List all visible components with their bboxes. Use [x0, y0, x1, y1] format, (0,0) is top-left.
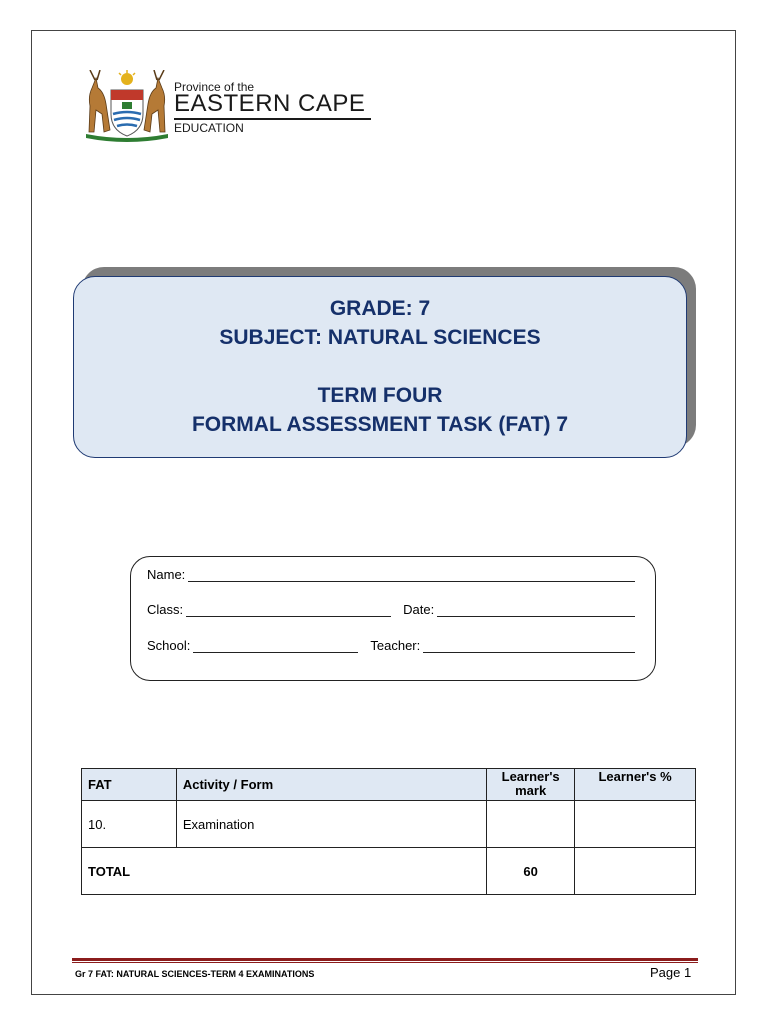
learner-info-box [130, 556, 656, 681]
cell-mark[interactable] [487, 801, 575, 848]
table-header-row [82, 769, 696, 801]
marks-table [81, 768, 696, 895]
name-field[interactable] [188, 569, 635, 582]
cell-activity: Examination [176, 801, 486, 848]
logo-province-text: Province of the [174, 80, 255, 94]
task-heading: FORMAL ASSESSMENT TASK (FAT) 7 [191, 413, 569, 436]
class-date-row [147, 602, 635, 617]
header-learner-percent: Learner's % [575, 769, 696, 801]
school-teacher-row [147, 638, 635, 653]
title-box [73, 276, 687, 458]
total-percent[interactable] [575, 848, 696, 895]
table-row [82, 801, 696, 848]
class-field[interactable] [186, 604, 391, 617]
footer-divider-thin [72, 962, 698, 963]
cell-percent[interactable] [575, 801, 696, 848]
date-label: Date: [403, 602, 435, 617]
name-row [147, 567, 635, 582]
footer-divider [72, 958, 698, 961]
teacher-label: Teacher: [370, 638, 421, 653]
date-field[interactable] [437, 604, 635, 617]
total-label: TOTAL [82, 848, 487, 895]
header-learner-mark: Learner's mark [487, 769, 575, 801]
footer-page-number: Page 1 [650, 965, 692, 980]
class-label: Class: [147, 602, 184, 617]
table-total-row [82, 848, 696, 895]
cell-fat: 10. [82, 801, 177, 848]
department-logo [78, 70, 378, 142]
total-mark: 60 [487, 848, 575, 895]
logo-department-text: EDUCATION [174, 121, 244, 135]
header-fat: FAT [82, 769, 177, 801]
logo-province-name: EASTERN CAPE [174, 90, 366, 117]
school-field[interactable] [193, 640, 358, 653]
subject-heading: SUBJECT: NATURAL SCIENCES [219, 326, 541, 349]
header-activity: Activity / Form [176, 769, 486, 801]
grade-heading: GRADE: 7 [329, 297, 431, 320]
logo-divider [174, 118, 371, 120]
teacher-field[interactable] [423, 640, 635, 653]
term-heading: TERM FOUR [317, 384, 443, 407]
name-label: Name: [147, 567, 186, 582]
footer-document-title: Gr 7 FAT: NATURAL SCIENCES-TERM 4 EXAMINATIONS [75, 969, 315, 979]
school-label: School: [147, 638, 191, 653]
coat-of-arms-icon [78, 70, 176, 142]
